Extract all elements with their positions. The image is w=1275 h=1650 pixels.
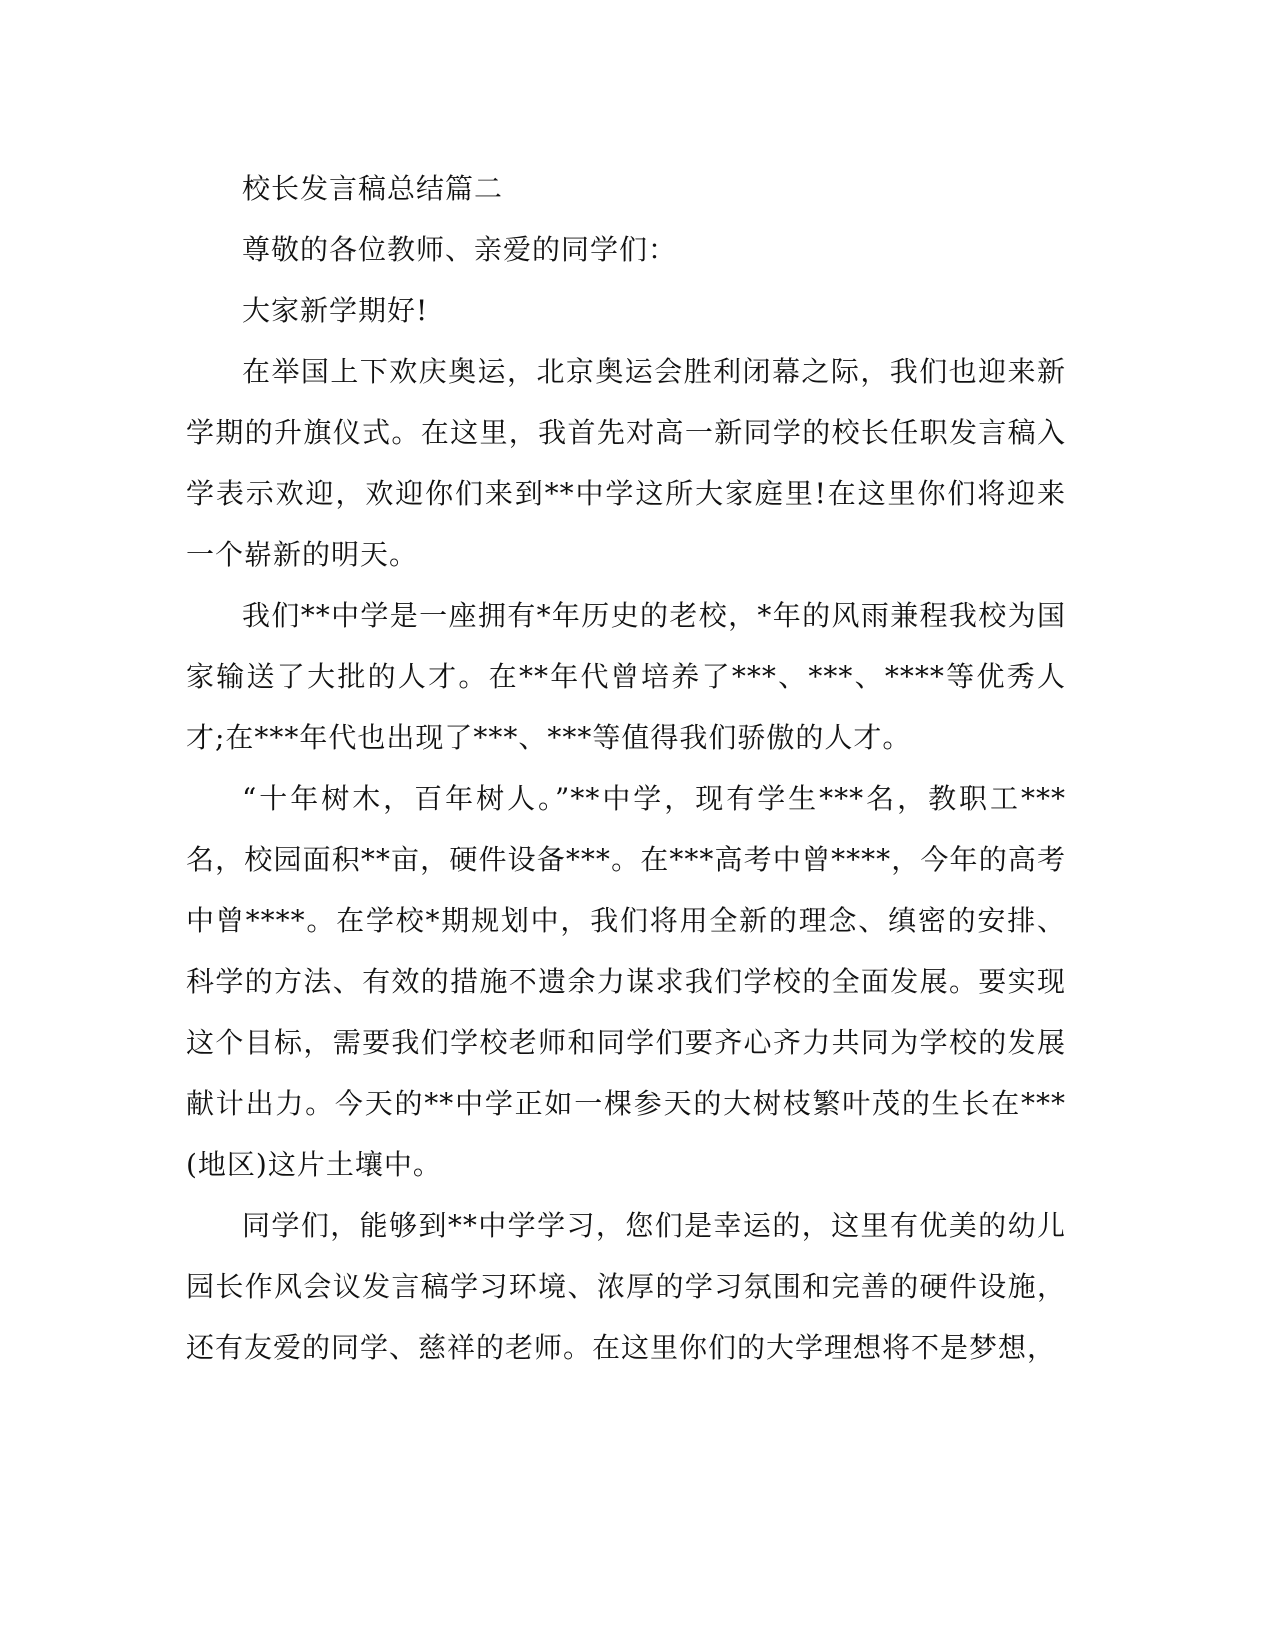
greeting-line: 尊敬的各位教师、亲爱的同学们：: [242, 233, 678, 266]
document-title: 校长发言稿总结篇二: [242, 172, 504, 205]
paragraph: 我们**中学是一座拥有*年历史的老校，*年的风雨兼程我校为国家输送了大批的人才。在**年代曾培养了***、***、****等优秀人才;在***年代也出现了***、***等值得我们骄傲的人才。: [186, 599, 1066, 754]
paragraph: 在举国上下欢庆奥运，北京奥运会胜利闭幕之际，我们也迎来新学期的升旗仪式。在这里，我首先对高一新同学的校长任职发言稿入学表示欢迎，欢迎你们来到**中学这所大家庭里!在这里你们将迎来一个崭新的明天。: [186, 355, 1066, 571]
opening-line: 大家新学期好!: [242, 294, 429, 327]
paragraph: 同学们，能够到**中学学习，您们是幸运的，这里有优美的幼儿园长作风会议发言稿学习环境、浓厚的学习氛围和完善的硬件设施，还有友爱的同学、慈祥的老师。在这里你们的大学理想将不是梦想，: [186, 1209, 1066, 1364]
paragraph: “十年树木，百年树人。”**中学，现有学生***名，教职工***名，校园面积**亩，硬件设备***。在***高考中曾****，今年的高考中曾****。在学校*期规划中，我们将用全新的理念、缜密的安排、科学的方法、有效的措施不遗余力谋求我们学校的全面发展。要实现这个目标，需要我们学校老师和同学们要齐心齐力共同为学校的发展献计出力。今天的**中学正如一棵参天的大树枝繁叶茂的生长在***(地区)这片土壤中。: [186, 782, 1066, 1181]
document-body: [186, 158, 1066, 1378]
